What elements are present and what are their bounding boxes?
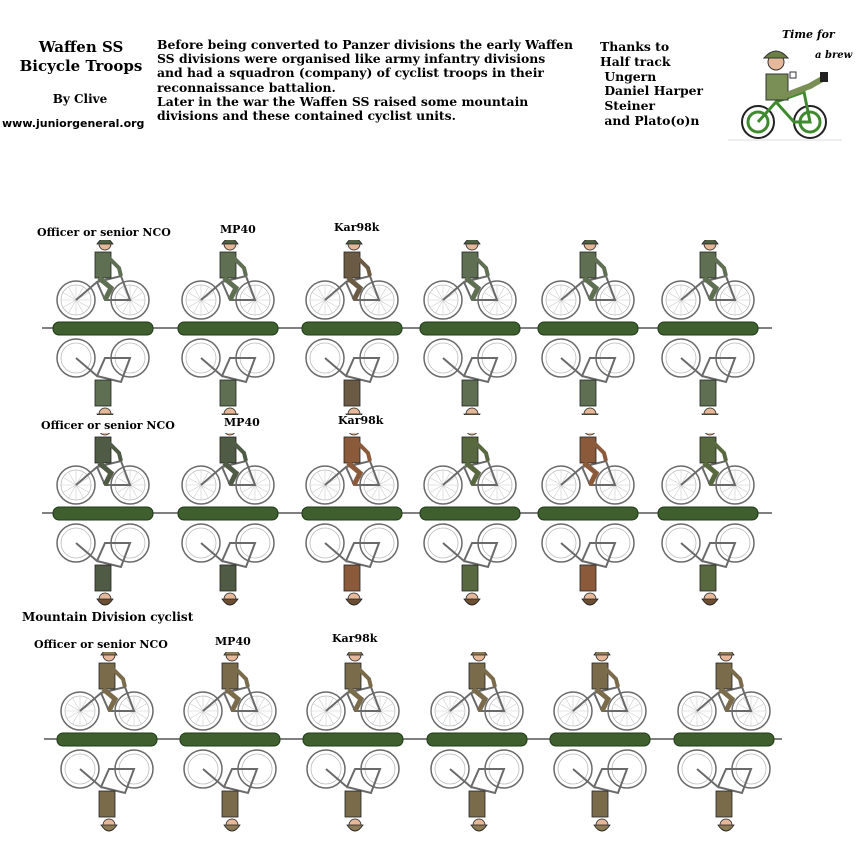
intro-line: reconnaissance battalion. <box>157 79 336 95</box>
cyclist-figure-r3-c1-mirror <box>61 750 153 831</box>
intro-text <box>157 38 587 123</box>
thanks-line: Half track <box>600 53 671 69</box>
intro-line: SS divisions were organised like army infantry divisions <box>157 51 546 67</box>
cyclist-figure-r2-c6-mirror <box>662 524 754 605</box>
cyclist-figure-r3-c4 <box>427 652 527 831</box>
cyclist-figure-r1-c4-mirror <box>424 339 516 415</box>
cyclist-figure-r1-c6-mirror <box>662 339 754 415</box>
row3-mp40-label: MP40 <box>215 635 251 648</box>
intro-line: Later in the war the Waffen SS raised some mountain <box>157 93 529 109</box>
cyclist-figure-r3-c4-mirror <box>431 750 523 831</box>
cyclist-figure-r3-c2 <box>180 652 280 831</box>
logo-caption-2: a brew <box>815 50 853 61</box>
row1-figure-strip <box>0 240 864 415</box>
cyclist-figure-r2-c4-mirror <box>424 524 516 605</box>
cyclist-figure-r2-c5 <box>538 433 638 605</box>
cyclist-figure-r2-c2 <box>178 433 278 605</box>
cyclist-figure-r2-c3-mirror <box>306 524 398 605</box>
cyclist-figure-r2-c1-mirror <box>57 524 149 605</box>
cyclist-figure-r3-c3 <box>303 652 403 831</box>
cyclist-figure-r2-c5-mirror <box>542 524 634 605</box>
intro-line: Before being converted to Panzer divisions the early Waffen <box>157 37 574 52</box>
thanks-line: Ungern <box>600 68 657 84</box>
cyclist-figure-r3-c1 <box>57 652 157 831</box>
row1-mp40-label: MP40 <box>220 223 256 236</box>
intro-line: divisions and these contained cyclist units. <box>157 108 456 124</box>
cyclist-figure-r3-c5-mirror <box>554 750 646 831</box>
cyclist-figure-r2-c4 <box>420 433 520 605</box>
cyclist-figure-r1-c5 <box>538 240 638 415</box>
row3-officer-label: Officer or senior NCO <box>34 638 168 651</box>
row2-mp40-label: MP40 <box>224 416 260 429</box>
cyclist-figure-r1-c3 <box>302 240 402 415</box>
cyclist-figure-r1-c3-mirror <box>306 339 398 415</box>
cyclist-figure-r2-c2-mirror <box>182 524 274 605</box>
intro-line: and had a squadron (company) of cyclist troops in their <box>157 65 544 81</box>
website-link[interactable]: www.juniorgeneral.org <box>2 117 145 130</box>
page-title <box>6 38 156 76</box>
cyclist-figure-r1-c6 <box>658 240 758 415</box>
author-credit: By Clive <box>52 92 108 106</box>
thanks-line: Steiner <box>600 98 655 114</box>
cyclist-figure-r1-c5-mirror <box>542 339 634 415</box>
title-line-1: Waffen SS <box>38 38 124 56</box>
cyclist-figure-r3-c3-mirror <box>307 750 399 831</box>
logo-caption-1: Time for <box>782 28 835 41</box>
row1-officer-label: Officer or senior NCO <box>37 226 171 239</box>
row1-kar98k-label: Kar98k <box>334 221 380 234</box>
title-line-2: Bicycle Troops <box>19 57 143 75</box>
cyclist-figure-r3-c5 <box>550 652 650 831</box>
row2-kar98k-label: Kar98k <box>338 414 384 427</box>
mountain-section-title: Mountain Division cyclist <box>22 610 194 624</box>
cyclist-figure-r2-c3 <box>302 433 402 605</box>
cyclist-figure-r1-c2 <box>178 240 278 415</box>
cyclist-figure-r2-c6 <box>658 433 758 605</box>
time-for-a-brew-logo <box>724 26 856 144</box>
row3-kar98k-label: Kar98k <box>332 632 378 645</box>
row2-figure-strip <box>0 433 864 608</box>
thanks-line: and Plato(o)n <box>600 112 700 128</box>
cyclist-figure-r2-c1 <box>53 433 153 605</box>
thanks-line: Thanks to <box>600 39 670 54</box>
cyclist-figure-r3-c2-mirror <box>184 750 276 831</box>
cyclist-figure-r1-c4 <box>420 240 520 415</box>
row3-figure-strip <box>0 652 864 832</box>
thanks-list <box>600 40 703 129</box>
cyclist-figure-r3-c6 <box>674 652 774 831</box>
cyclist-figure-r1-c2-mirror <box>182 339 274 415</box>
cyclist-figure-r3-c6-mirror <box>678 750 770 831</box>
cyclist-figure-r1-c1 <box>53 240 153 415</box>
cyclist-logo-icon <box>724 26 856 144</box>
thanks-line: Daniel Harper <box>600 83 704 99</box>
row2-officer-label: Officer or senior NCO <box>41 419 175 432</box>
cyclist-figure-r1-c1-mirror <box>57 339 149 415</box>
